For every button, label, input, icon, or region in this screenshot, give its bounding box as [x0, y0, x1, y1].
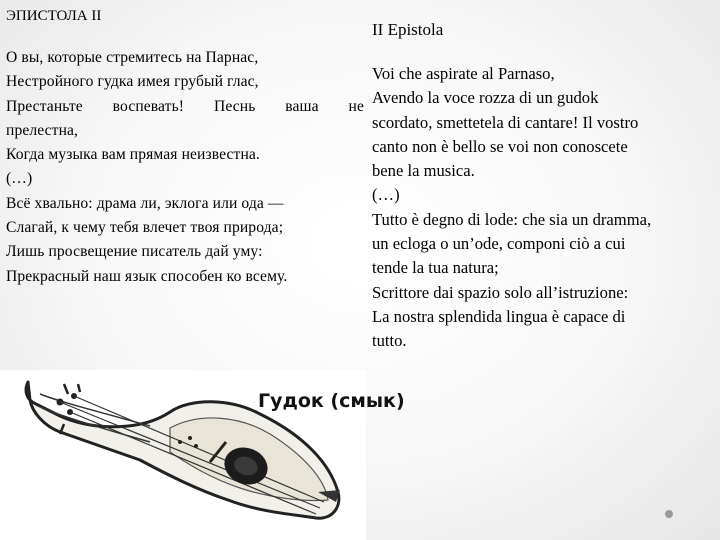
ru-line-7: Всё хвально: драма ли, эклога или ода —: [6, 194, 284, 212]
it-line-3: scordato, smettetela di cantare! Il vostro: [372, 112, 639, 132]
it-line-8: un ecloga o un’ode, componi ciò a cui: [372, 234, 626, 254]
ru-line-3: Престаньте воспевать! Песнь ваша не: [6, 97, 364, 115]
it-line-12: tutto.: [372, 331, 407, 351]
ru-line-8: Слагай, к чему тебя влечет твоя природа;: [6, 219, 284, 237]
italian-text-column: [372, 20, 714, 354]
it-line-7: Tutto è degno di lode: che sia un dramma,: [372, 209, 652, 229]
ru-line-4: прелестна,: [6, 121, 79, 139]
instrument-caption: Гудок (смык): [258, 390, 405, 412]
russian-text-column: [6, 6, 364, 289]
italian-title: II Epistola: [372, 20, 444, 39]
it-line-9: tende la tua natura;: [372, 258, 499, 278]
it-line-5: bene la musica.: [372, 161, 475, 181]
it-line-1: Voi che aspirate al Parnaso,: [372, 64, 555, 83]
ru-line-2: Нестройного гудка имея грубый глас,: [6, 73, 259, 91]
ru-line-10: Прекрасный наш язык способен ко всему.: [6, 267, 288, 285]
it-line-2: Avendo la voce rozza di un gudok: [372, 88, 599, 108]
russian-title: ЭПИСТОЛА II: [6, 8, 102, 24]
it-line-6: (…): [372, 185, 400, 205]
it-line-10: Scrittore dai spazio solo all’istruzione:: [372, 282, 629, 302]
ru-line-6: (…): [6, 170, 33, 188]
it-line-4: canto non è bello se voi non conoscete: [372, 136, 628, 156]
ru-line-1: О вы, которые стремитесь на Парнас,: [6, 49, 259, 66]
slide-marker-dot: [665, 510, 673, 518]
ru-line-5: Когда музыка вам прямая неизвестна.: [6, 146, 260, 164]
ru-line-9: Лишь просвещение писатель дай уму:: [6, 243, 263, 261]
it-line-11: La nostra splendida lingua è capace di: [372, 306, 626, 326]
